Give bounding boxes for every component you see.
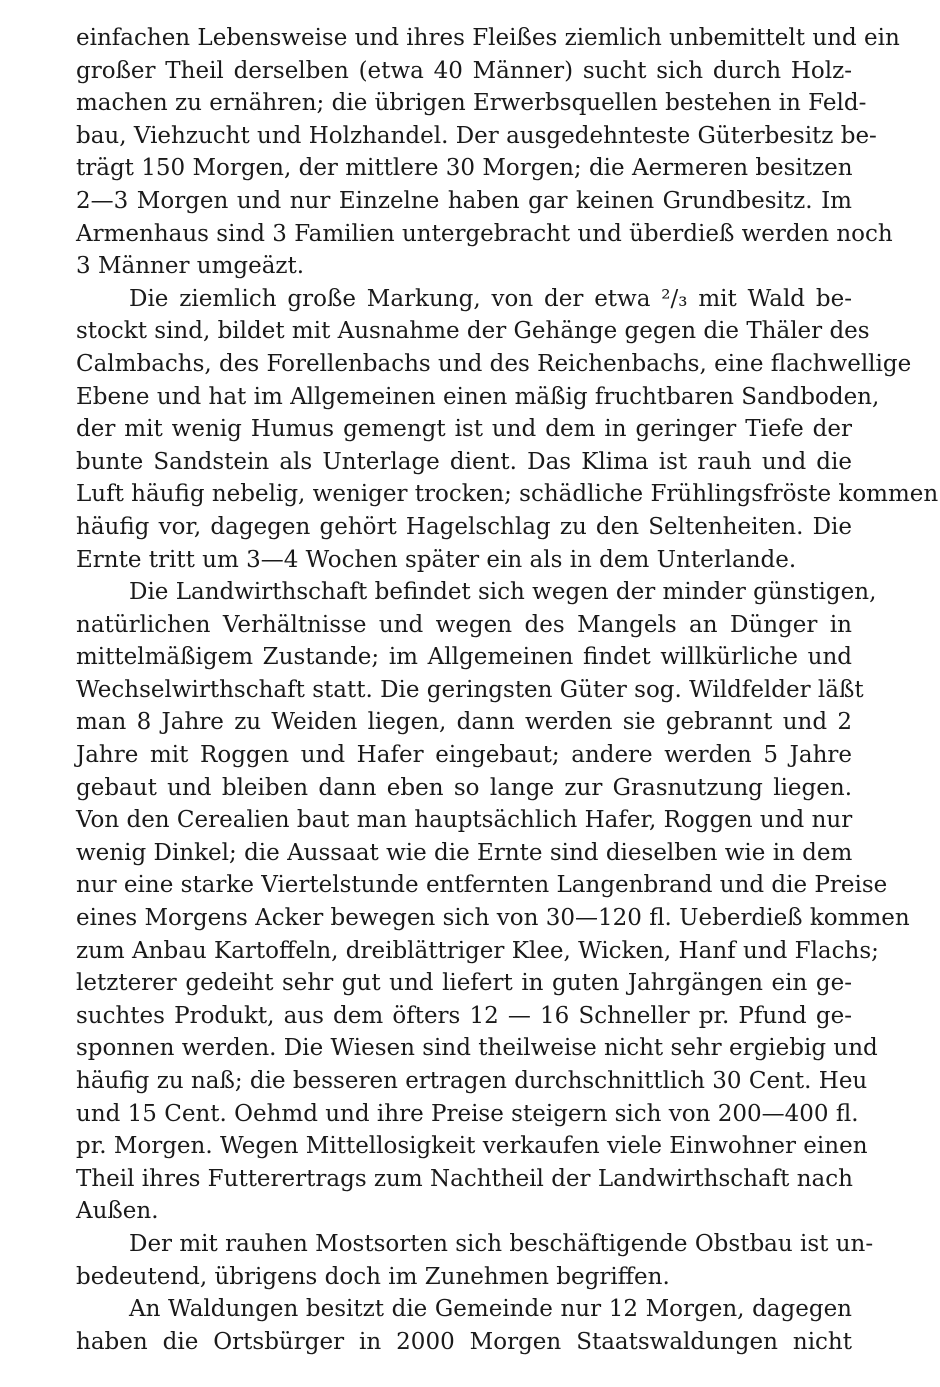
text-line: mittelmäßigem Zustande; im Allgemeinen findet willkürliche und <box>76 644 852 671</box>
text-line: nur eine starke Viertelstunde entfernten Langenbrand und die Preise <box>76 872 888 899</box>
text-line: bedeutend, übrigens doch im Zunehmen begriffen. <box>76 1263 670 1290</box>
document-page <box>76 22 939 1358</box>
text-line: Ebene und hat im Allgemeinen einen mäßig fruchtbaren Sandboden, <box>76 383 880 410</box>
text-line: 3 Männer umgeäzt. <box>76 253 305 280</box>
text-line: suchtes Produkt, aus dem öfters 12 — 16 Schneller pr. Pfund ge- <box>76 1002 852 1029</box>
text-line: eines Morgens Acker bewegen sich von 30—120 fl. Ueberdieß kommen <box>76 905 910 932</box>
text-line: man 8 Jahre zu Weiden liegen, dann werden sie gebrannt und 2 <box>76 709 852 736</box>
paragraph-2 <box>76 283 939 576</box>
text-line: großer Theil derselben (etwa 40 Männer) sucht sich durch Holz- <box>76 57 852 84</box>
text-line: trägt 150 Morgen, der mittlere 30 Morgen; die Aermeren besitzen <box>76 155 853 182</box>
text-line: einfachen Lebensweise und ihres Fleißes ziemlich unbemittelt und ein <box>76 25 900 51</box>
text-line: der mit wenig Humus gemengt ist und dem in geringer Tiefe der <box>76 416 852 443</box>
text-line: 2—3 Morgen und nur Einzelne haben gar keinen Grundbesitz. Im <box>76 187 852 214</box>
text-line: Die Landwirthschaft befindet sich wegen der minder günstigen, <box>129 579 877 606</box>
text-line: wenig Dinkel; die Aussaat wie die Ernte sind dieselben wie in dem <box>76 839 853 866</box>
text-line: Theil ihres Futterertrags zum Nachtheil der Landwirthschaft nach <box>76 1165 853 1192</box>
text-line: stockt sind, bildet mit Ausnahme der Gehänge gegen die Thäler des <box>76 318 870 345</box>
text-line: bau, Viehzucht und Holzhandel. Der ausgedehnteste Güterbesitz be- <box>76 122 877 149</box>
text-line: häufig vor, dagegen gehört Hagelschlag zu den Seltenheiten. Die <box>76 513 852 540</box>
text-line: pr. Morgen. Wegen Mittellosigkeit verkaufen viele Einwohner einen <box>76 1133 868 1160</box>
text-line: Armenhaus sind 3 Familien untergebracht und überdieß werden noch <box>76 220 893 247</box>
paragraph-5 <box>76 1293 852 1358</box>
text-line: Calmbachs, des Forellenbachs und des Reichenbachs, eine flachwellige <box>76 350 912 377</box>
paragraph-3 <box>76 576 910 1228</box>
text-line: haben die Ortsbürger in 2000 Morgen Staatswaldungen nicht <box>76 1328 852 1355</box>
text-line: häufig zu naß; die besseren ertragen durchschnittlich 30 Cent. Heu <box>76 1068 868 1094</box>
text-line: letzterer gedeiht sehr gut und liefert in guten Jahrgängen ein ge- <box>76 970 852 997</box>
text-line: Jahre mit Roggen und Hafer eingebaut; andere werden 5 Jahre <box>76 742 852 769</box>
text-line: zum Anbau Kartoffeln, dreiblättriger Klee, Wicken, Hanf und Flachs; <box>76 937 879 964</box>
text-line: bunte Sandstein als Unterlage dient. Das Klima ist rauh und die <box>76 448 852 475</box>
text-line: natürlichen Verhältnisse und wegen des Mangels an Dünger in <box>76 611 852 638</box>
text-line: gebaut und bleiben dann eben so lange zur Grasnutzung liegen. <box>76 774 852 801</box>
text-line: sponnen werden. Die Wiesen sind theilweise nicht sehr ergiebig und <box>76 1035 878 1062</box>
text-line: und 15 Cent. Oehmd und ihre Preise steigern sich von 200—400 fl. <box>76 1100 859 1127</box>
text-line: Die ziemlich große Markung, von der etwa ²/₃ mit Wald be- <box>129 285 852 312</box>
text-line: An Waldungen besitzt die Gemeinde nur 12 Morgen, dagegen <box>129 1296 852 1323</box>
paragraph-4 <box>76 1228 874 1293</box>
text-line: Der mit rauhen Mostsorten sich beschäftigende Obstbau ist un- <box>129 1230 874 1257</box>
text-line: Außen. <box>76 1198 159 1225</box>
text-line: Wechselwirthschaft statt. Die geringsten Güter sog. Wildfelder läßt <box>76 676 864 703</box>
paragraph-1 <box>76 22 900 283</box>
text-line: Luft häufig nebelig, weniger trocken; schädliche Frühlingsfröste kommen <box>76 481 939 508</box>
text-line: Ernte tritt um 3—4 Wochen später ein als in dem Unterlande. <box>76 546 797 573</box>
text-line: Von den Cerealien baut man hauptsächlich Hafer, Roggen und nur <box>76 807 853 834</box>
text-line: machen zu ernähren; die übrigen Erwerbsquellen bestehen in Feld- <box>76 90 867 117</box>
